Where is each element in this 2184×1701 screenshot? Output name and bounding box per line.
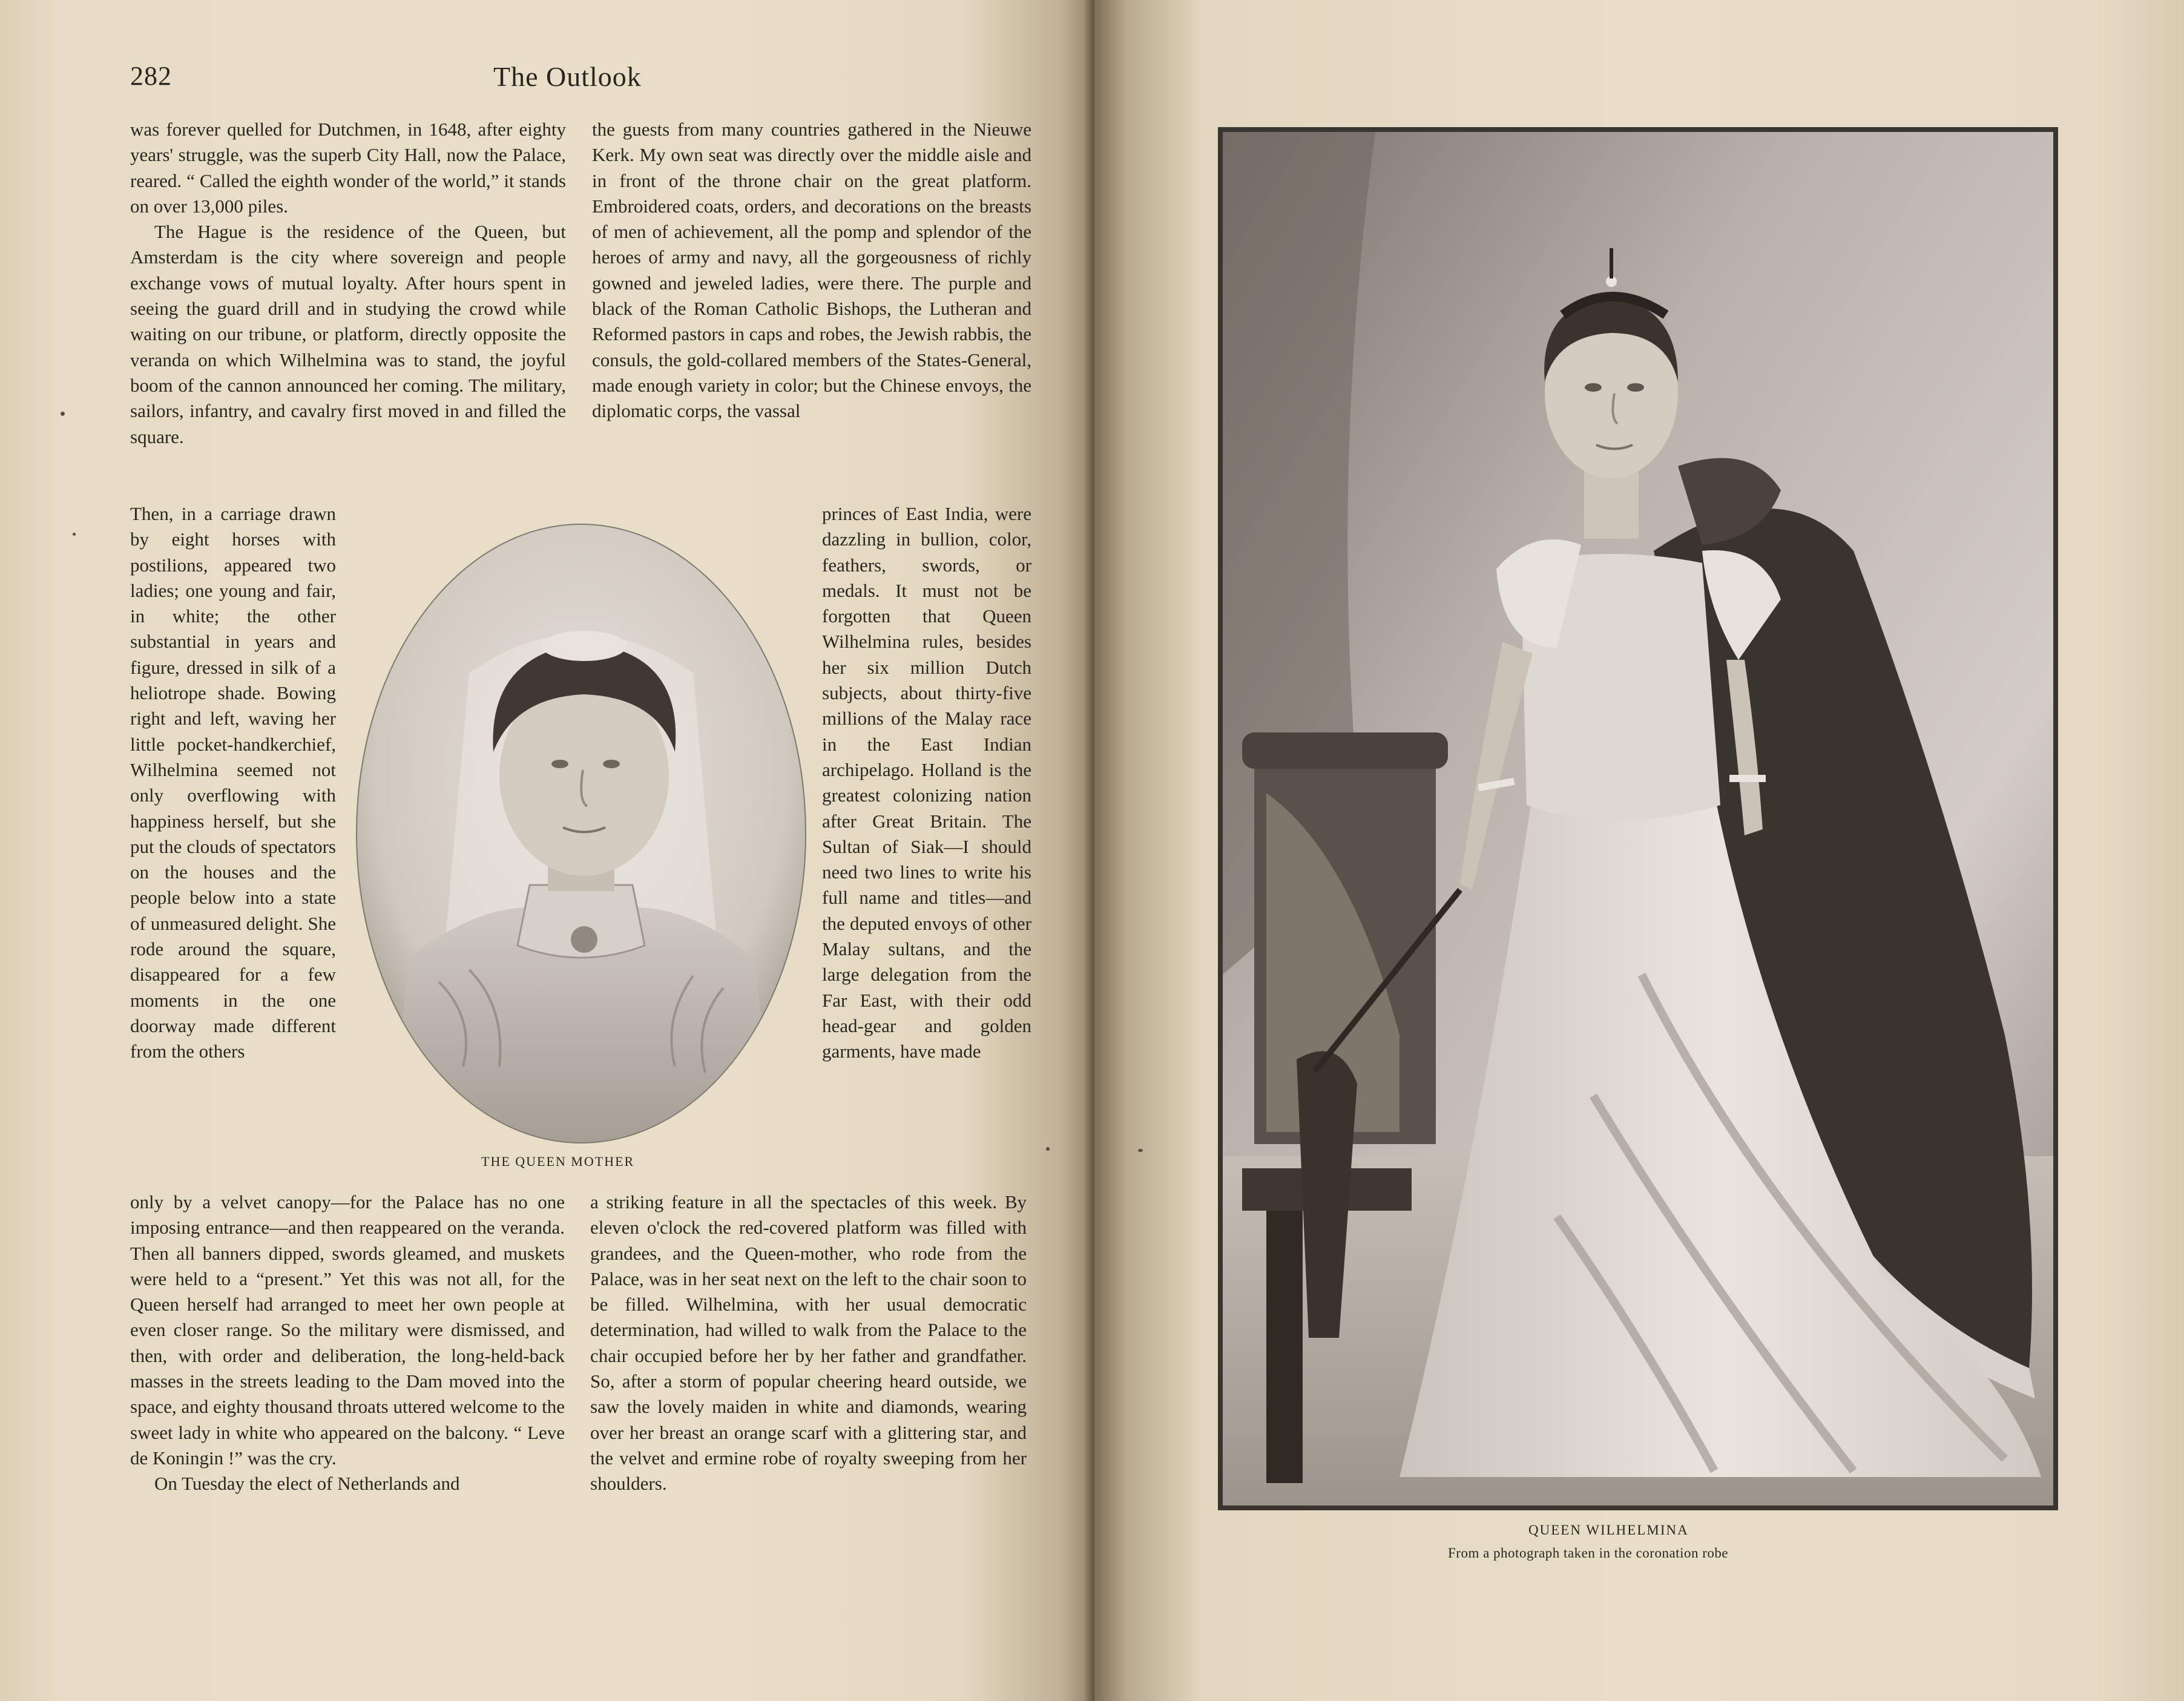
left-column-top [130,117,566,450]
left-column-bottom [130,1189,565,1497]
queen-wilhelmina-portrait [1218,127,2058,1510]
queen-mother-caption: THE QUEEN MOTHER [481,1154,635,1169]
paragraph: only by a velvet canopy—for the Palace has no one imposing entrance—and then reappeared on the veranda. Then all banners dipped, swords gleamed, and muskets were held to a “present.” Yet this was not all, for the Queen herself had arranged to meet her own people at even closer range. So the military were dismissed, and then, with order and deliberation, the long-held-back masses in the streets leading to the Dam moved into the space, and eighty thousand throats uttered welcome to the sweet lady in white who appeared on the balcony. “ Leve de Koningin !” was the cry. [130,1191,565,1469]
paragraph: a striking feature in all the spectacles of this week. By eleven o'clock the red-covered platform was filled with grandees, and the Queen-mother, who rode from the Palace, was in her seat next on the left to the chair soon to be filled. Wilhelmina, with her usual democratic determination, had willed to walk from the Palace to the chair occupied before her by her father and grandfather. So, after a storm of popular cheering heard outside, we saw the lovely maiden in white and diamonds, wearing over her breast an orange scarf with a glittering star, and the velvet and ermine robe of royalty sweeping from her shoulders. [590,1191,1027,1495]
queen-mother-portrait [354,522,808,1145]
queen-mother-photo [354,522,808,1145]
paragraph: On Tuesday the elect of Netherlands and [154,1473,460,1495]
paragraph: princes of East India, were dazzling in bullion, color, feathers, swords, or medals. It must not be forgotten that Queen Wilhelmina rules, besides her six million Dutch subjects, about thirty-five millions of the Malay race in the East Indian archipelago. Holland is the greatest colonizing nation after Great Britain. The Sultan of Siak—I should need two lines to write his full name and titles—and the deputed envoys of other Malay sultans, and the large delegation from the Far East, with their odd head-gear and golden garments, have made [822,503,1031,1062]
left-column-wrap [130,501,336,1065]
paragraph: was forever quelled for Dutchmen, in 1648, after eighty years' struggle, was the superb City Hall, now the Palace, reared. “ Called the eighth wonder of the world,” it stands on over 13,000 piles. [130,119,566,217]
paper-speck [1138,1149,1143,1152]
paragraph: Then, in a carriage drawn by eight horses with postilions, appeared two ladies; one young and fair, in white; the other substantial in years and figure, dressed in silk of a heliotrope shade. Bowing right and left, waving her little pocket-handkerchief, Wilhelmina seemed not only overflowing with happiness herself, but she put the clouds of spectators on the houses and the people below into a state of unmeasured delight. She rode around the square, disappeared for a few moments in the one doorway made different from the others [130,503,336,1062]
right-column-top [592,117,1031,424]
queen-wilhelmina-subcaption: From a photograph taken in the coronation robe [1448,1545,1729,1561]
running-title: The Outlook [493,61,642,92]
queen-wilhelmina-caption: QUEEN WILHELMINA [1528,1522,1689,1538]
paper-speck [61,412,65,416]
page-number: 282 [130,61,172,91]
paper-speck [1046,1147,1050,1151]
right-column-wrap [822,501,1031,1065]
queen-wilhelmina-photo [1218,127,2058,1510]
right-column-bottom [590,1189,1027,1497]
paper-speck [73,533,76,536]
paragraph: the guests from many countries gathered in the Nieuwe Kerk. My own seat was directly over the middle aisle and in front of the throne chair on the great platform. Embroidered coats, orders, and decorations on the breasts of men of achievement, all the pomp and splendor of the heroes of army and navy, all the gorgeousness of richly gowned and jeweled ladies, were there. The purple and black of the Roman Catholic Bishops, the Lutheran and Reformed pastors in caps and robes, the Jewish rabbis, the consuls, the gold-collared members of the States-General, made enough variety in color; but the Chinese envoys, the diplomatic corps, the vassal [592,119,1031,422]
paragraph: The Hague is the residence of the Queen, but Amsterdam is the city where sovereign and people exchange vows of mutual loyalty. After hours spent in seeing the guard drill and in studying the crowd while waiting on our tribune, or platform, directly opposite the veranda on which Wilhelmina was to stand, the joyful boom of the cannon announced her coming. The military, sailors, infantry, and cavalry first moved in and filled the square. [130,221,566,447]
